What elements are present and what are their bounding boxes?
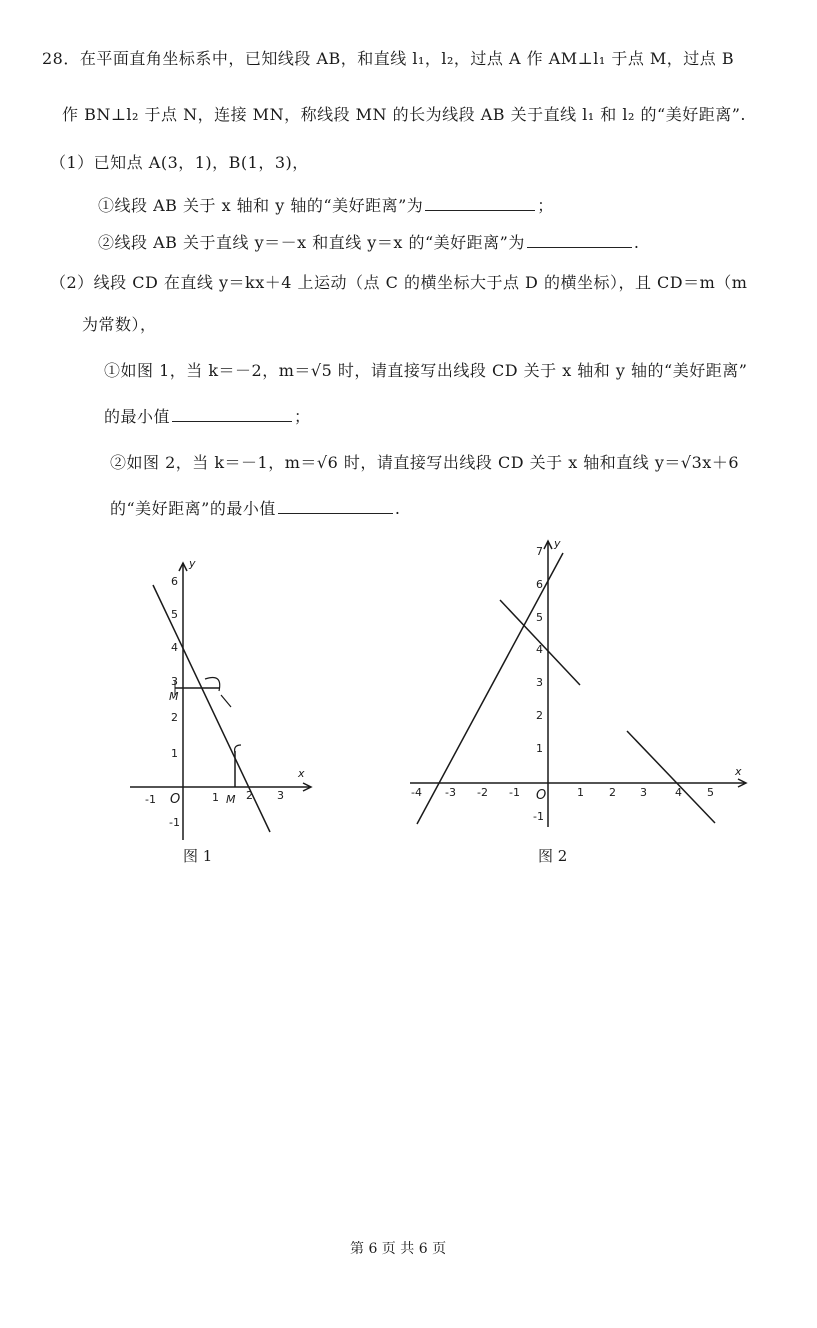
fig2-tick-y-1: 1: [536, 742, 543, 755]
fig2-tick-y-7: 7: [536, 545, 543, 558]
part1-question2: [98, 230, 639, 253]
fig1-axis-label-x: x: [298, 767, 305, 780]
fig2-tick-y-6: 6: [536, 578, 543, 591]
answer-blank-1[interactable]: [425, 196, 535, 211]
fig1-tick-y-4: 4: [171, 641, 178, 654]
fig1-tick-y-3: 3: [171, 675, 178, 688]
part2-question2-tail: 的“美好距离”的最小值: [110, 499, 276, 518]
fig2-tick-y-3: 3: [536, 676, 543, 689]
fig1-tick-y-neg1: -1: [169, 816, 180, 829]
problem-intro-line1: 28．在平面直角坐标系中，已知线段 AB，和直线 l₁，l₂，过点 A 作 AM⊥l₁ 于点 M，过点 B: [42, 49, 735, 68]
answer-blank-4[interactable]: [278, 499, 393, 514]
part1-question2-text: ②线段 AB 关于直线 y＝－x 和直线 y＝x 的“美好距离”为: [98, 233, 525, 252]
fig2-tick-x-2: 2: [609, 786, 616, 799]
part2-question1-end: ；: [294, 407, 311, 426]
fig2-tick-y-5: 5: [536, 611, 543, 624]
part1-question1-text: ①线段 AB 关于 x 轴和 y 轴的“美好距离”为: [98, 196, 424, 215]
fig1-origin: O: [170, 792, 181, 807]
fig1-tick-x-neg1: -1: [145, 793, 156, 806]
fig2-tick-x-1: 1: [577, 786, 584, 799]
fig2-tick-x-3: 3: [640, 786, 647, 799]
fig2-tick-x-4: 4: [675, 786, 682, 799]
fig1-axis-label-y: y: [189, 557, 196, 570]
part2-question2-line1: ②如图 2，当 k＝－1，m＝√6 时，请直接写出线段 CD 关于 x 轴和直线 y＝√3x＋6: [110, 453, 740, 472]
fig2-tick-y-neg1: -1: [533, 810, 544, 823]
fig2-tick-x-neg2: -2: [477, 786, 488, 799]
fig1-tick-y-1: 1: [171, 747, 178, 760]
part1-header: （1）已知点 A(3，1)，B(1，3)，: [50, 153, 309, 172]
answer-blank-2[interactable]: [527, 233, 632, 248]
figure-2-caption: 图 2: [538, 847, 568, 865]
fig2-axis-label-y: y: [554, 537, 561, 550]
fig2-line-lower-segment: [627, 731, 715, 823]
fig1-tick-x-3: 3: [277, 789, 284, 802]
problem-intro-line2: 作 BN⊥l₂ 于点 N，连接 MN，称线段 MN 的长为线段 AB 关于直线 l₁ 和 l₂ 的“美好距离”.: [62, 105, 746, 124]
part2-question2-line2: [110, 496, 400, 519]
fig2-axis-label-x: x: [735, 765, 742, 778]
fig1-tick-y-5: 5: [171, 608, 178, 621]
part1-question1: [98, 193, 554, 216]
fig1-tick-y-6: 6: [171, 575, 178, 588]
answer-blank-3[interactable]: [172, 407, 292, 422]
figure-2: [405, 535, 755, 835]
figure-1-caption: 图 1: [183, 847, 213, 865]
fig2-origin: O: [536, 788, 547, 803]
page-footer: 第 6 页 共 6 页: [350, 1241, 447, 1257]
fig2-tick-x-neg1: -1: [509, 786, 520, 799]
part1-question2-end: .: [633, 233, 640, 252]
part2-line1: （2）线段 CD 在直线 y＝kx＋4 上运动（点 C 的横坐标大于点 D 的横坐标），且 CD＝m（m: [50, 273, 748, 292]
fig1-tick-x-2: 2: [246, 789, 253, 802]
figure-1: [125, 555, 325, 855]
part2-question1-line1: ①如图 1，当 k＝－2，m＝√5 时，请直接写出线段 CD 关于 x 轴和 y 轴的“美好距离”: [104, 361, 748, 380]
part2-line2: 为常数），: [82, 315, 157, 334]
fig1-tick-y-2: 2: [171, 711, 178, 724]
fig2-tick-x-5: 5: [707, 786, 714, 799]
part2-question1-tail: 的最小值: [104, 407, 171, 426]
fig2-tick-y-2: 2: [536, 709, 543, 722]
fig2-tick-x-neg3: -3: [445, 786, 456, 799]
fig2-tick-y-4: 4: [536, 643, 543, 656]
fig2-tick-x-neg4: -4: [411, 786, 422, 799]
fig1-tick-x-1: 1: [212, 791, 219, 804]
part2-question1-line2: [104, 404, 311, 427]
part2-question2-end: .: [394, 499, 401, 518]
part1-question1-end: ；: [537, 196, 554, 215]
fig1-label-M-y: M: [169, 690, 179, 703]
fig1-label-M-axis: M: [226, 793, 236, 806]
